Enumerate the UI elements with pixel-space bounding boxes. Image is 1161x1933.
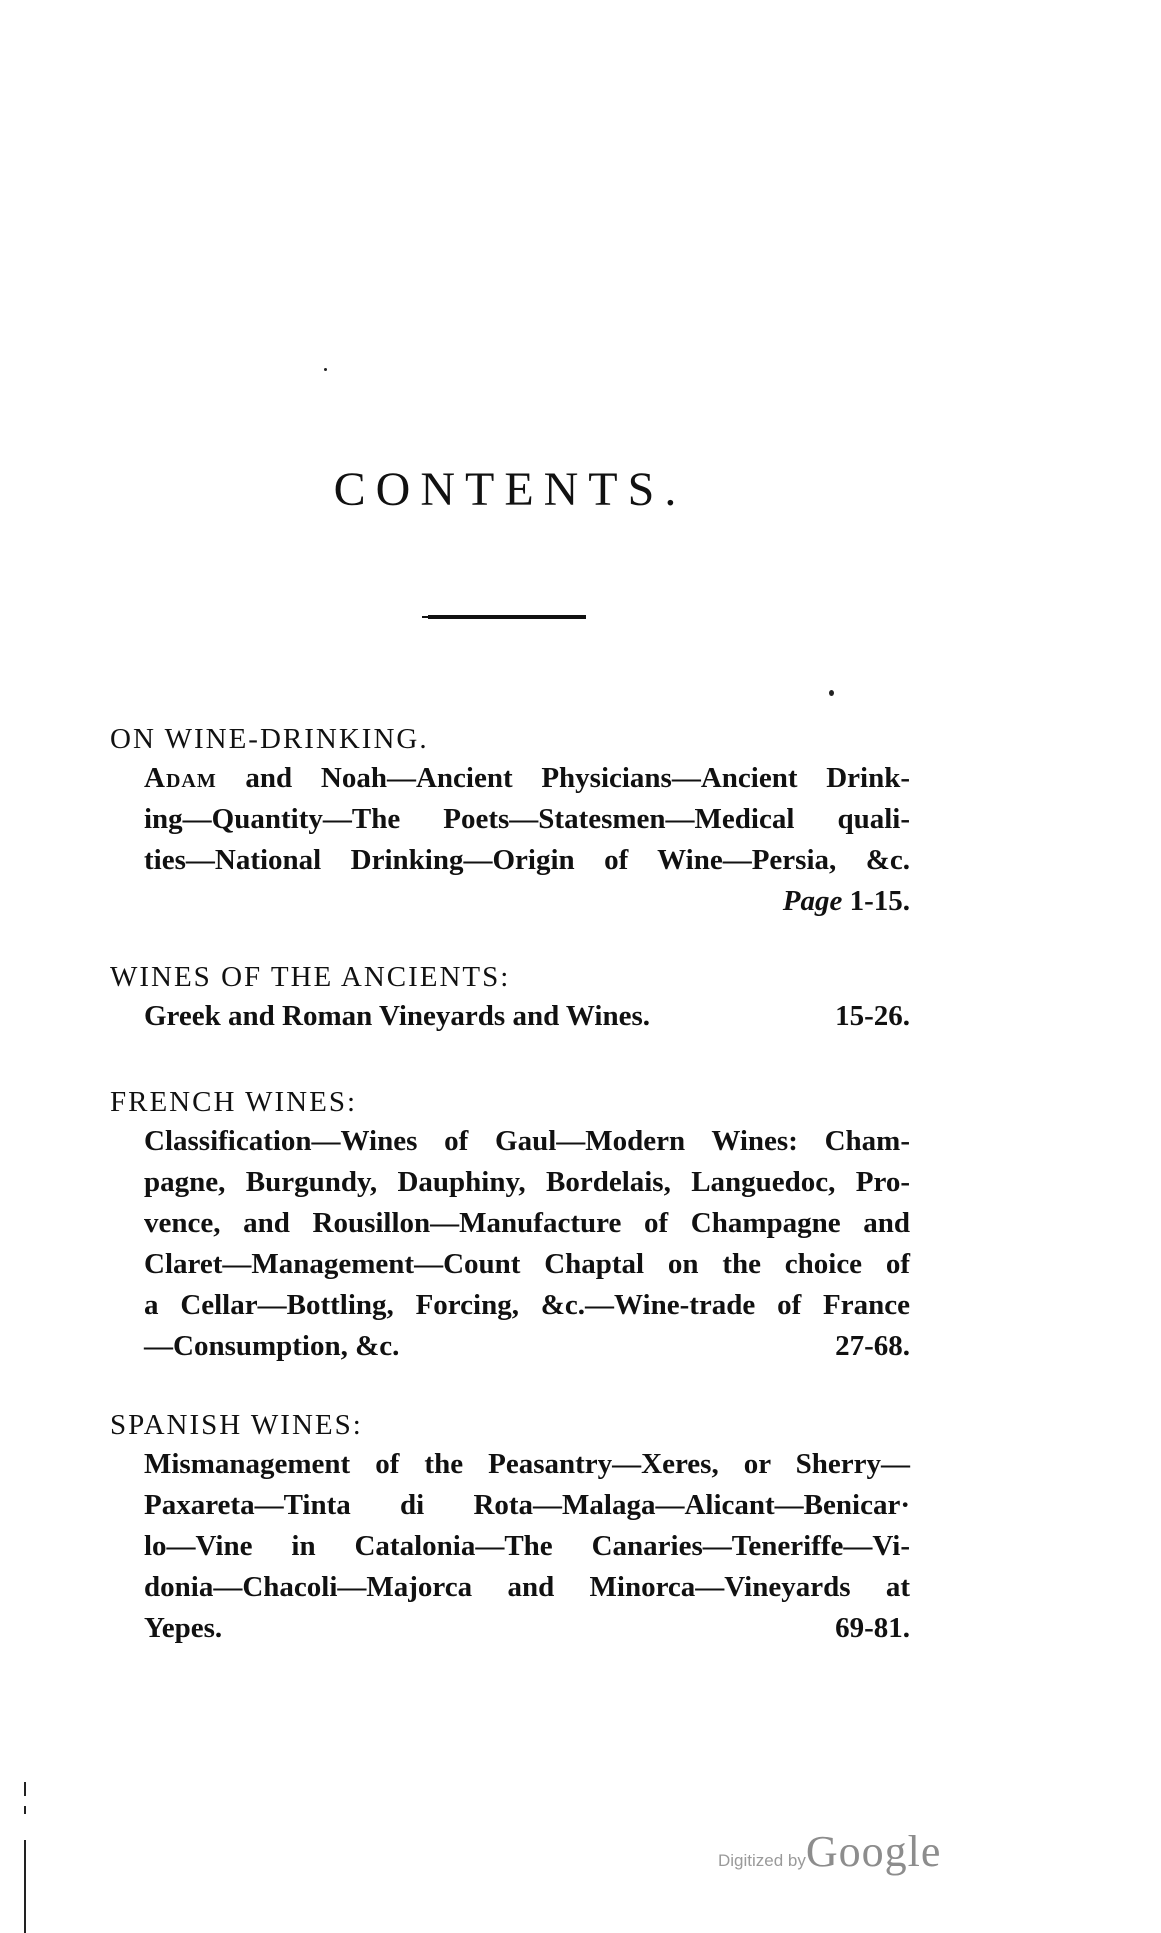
ink-speck [829, 690, 834, 696]
section-line [110, 996, 910, 1037]
section-line: donia—Chacoli—Majorca and Minorca—Vineyards at [144, 1571, 910, 1603]
section-heading: FRENCH WINES: [110, 1086, 358, 1118]
line-text: Greek and Roman Vineyards and Wines. [144, 1000, 650, 1032]
section-line [110, 1608, 910, 1649]
section-line: Mismanagement of the Peasantry—Xeres, or Sherry— [144, 1448, 910, 1480]
section-line: ing—Quantity—The Poets—Statesmen—Medical quali- [144, 803, 910, 835]
section-line: vence, and Rousillon—Manufacture of Champagne and [144, 1207, 910, 1239]
title-rule [428, 615, 586, 619]
page-range: 27-68. [835, 1330, 910, 1362]
lead-word: Adam [144, 762, 217, 794]
line-text: and Noah—Ancient Physicians—Ancient Drink- [216, 762, 910, 794]
section-line: lo—Vine in Catalonia—The Canaries—Teneriffe—Vi- [144, 1530, 910, 1562]
section-line: ties—National Drinking—Origin of Wine—Persia, &c. [144, 844, 910, 876]
page-label: Page [782, 885, 843, 917]
section-line: Claret—Management—Count Chaptal on the choice of [144, 1248, 910, 1280]
page-title: CONTENTS. [333, 463, 687, 516]
section-line: Paxareta—Tinta di Rota—Malaga—Alicant—Benicar· [144, 1489, 910, 1521]
scan-edge-mark [24, 1782, 26, 1796]
ink-speck [324, 368, 327, 371]
page-range: 15-26. [835, 1000, 910, 1032]
contents-section [110, 720, 910, 922]
page-range: 69-81. [835, 1612, 910, 1644]
section-heading: WINES OF THE ANCIENTS: [110, 961, 511, 993]
digitized-watermark [718, 1826, 941, 1877]
google-logo: Google [805, 1827, 942, 1876]
section-line: Classification—Wines of Gaul—Modern Wines: Cham- [144, 1125, 910, 1157]
scan-edge-mark [24, 1840, 26, 1933]
line-text: Yepes. [144, 1612, 223, 1644]
section-line: pagne, Burgundy, Dauphiny, Bordelais, Languedoc, Pro- [144, 1166, 910, 1198]
contents-section [110, 958, 910, 1037]
digitized-label: Digitized by [718, 1851, 806, 1870]
section-line [110, 1326, 910, 1367]
page-range-line [110, 881, 910, 922]
contents-section [110, 1083, 910, 1367]
section-line [110, 758, 910, 799]
section-line: a Cellar—Bottling, Forcing, &c.—Wine-trade of France [144, 1289, 910, 1321]
page-range: 1-15. [849, 885, 910, 917]
contents-section [110, 1406, 910, 1649]
section-heading: ON WINE-DRINKING. [110, 723, 429, 755]
section-heading: SPANISH WINES: [110, 1409, 363, 1441]
line-text: —Consumption, &c. [144, 1330, 400, 1362]
scan-edge-mark [24, 1806, 26, 1814]
